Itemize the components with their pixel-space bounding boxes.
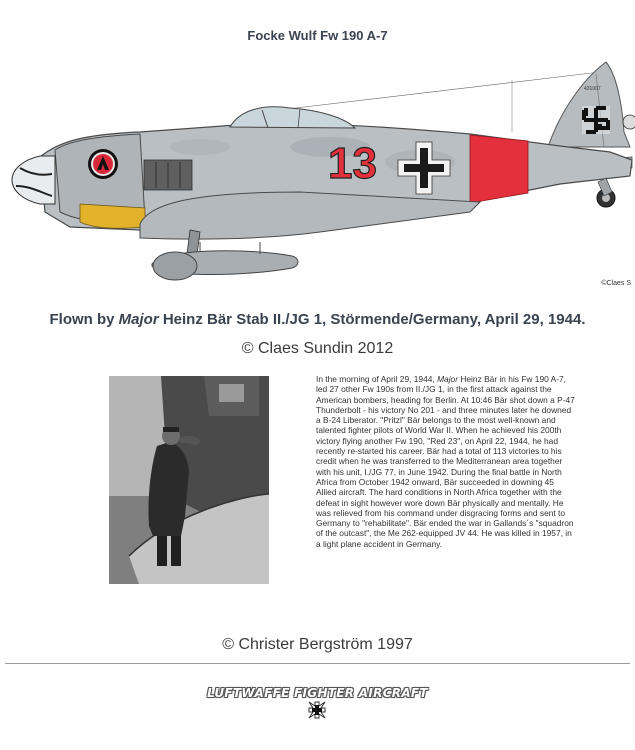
tail-serial: 431007	[584, 86, 601, 92]
iron-cross-icon	[307, 700, 327, 720]
tail-swastika	[582, 106, 610, 134]
artwork-copyright: © Claes Sundin 2012	[241, 340, 394, 357]
aircraft-caption: Flown by Major Heinz Bär Stab II./JG 1, Störmende/Germany, April 29, 1944.	[49, 311, 586, 328]
aircraft-profile-illustration	[0, 52, 635, 297]
artwork-signature: ©Claes S	[601, 280, 631, 287]
unit-emblem	[88, 149, 118, 179]
biography-text: In the morning of April 29, 1944, Major Heinz Bär in his Fw 190 A-7, led 27 other Fw 190s from II./JG 1, in the first attack against the American bombers, heading for Berlin. At 10:46 Bär shot down a P-47 Thunderbolt - his victory No 201 - and three minutes later he downed a B-24 Liberator. "Pritzl" Bär belongs to the most well-known and talented fighter pilots of World War II. When he achieved his 200th victory flying another Fw 190, "Red 23", on April 22, 1944, he had recently re-started his career. Bär had a total of 113 victories to his credit when he was transferred to the Mediterranean area together with his unit, I./JG 77, in June 1942. During the final battle in North Africa from October 1942 onward, Bär succeeded in downing 45 Allied aircraft. The hard conditions in North Africa together with the defeat in sight however wore down Bär physically and mentally. He was relieved from his command under disgracing forms and sent to Germany to "rehabilitate". Bär ended the war in Gallands´s "squadron of the outcast", the Me 262-equipped JV 44. He was killed in 1957, in a light plane accident in Germany.	[316, 374, 575, 549]
site-logo[interactable]: LUFTWAFFE FIGHTER AIRCRAFT	[207, 686, 428, 700]
pilot-photo	[109, 376, 269, 584]
divider	[5, 663, 630, 664]
text-copyright: © Christer Bergström 1997	[222, 636, 413, 653]
page-title: Focke Wulf Fw 190 A-7	[247, 28, 388, 43]
fuselage-number: 13	[328, 139, 377, 188]
